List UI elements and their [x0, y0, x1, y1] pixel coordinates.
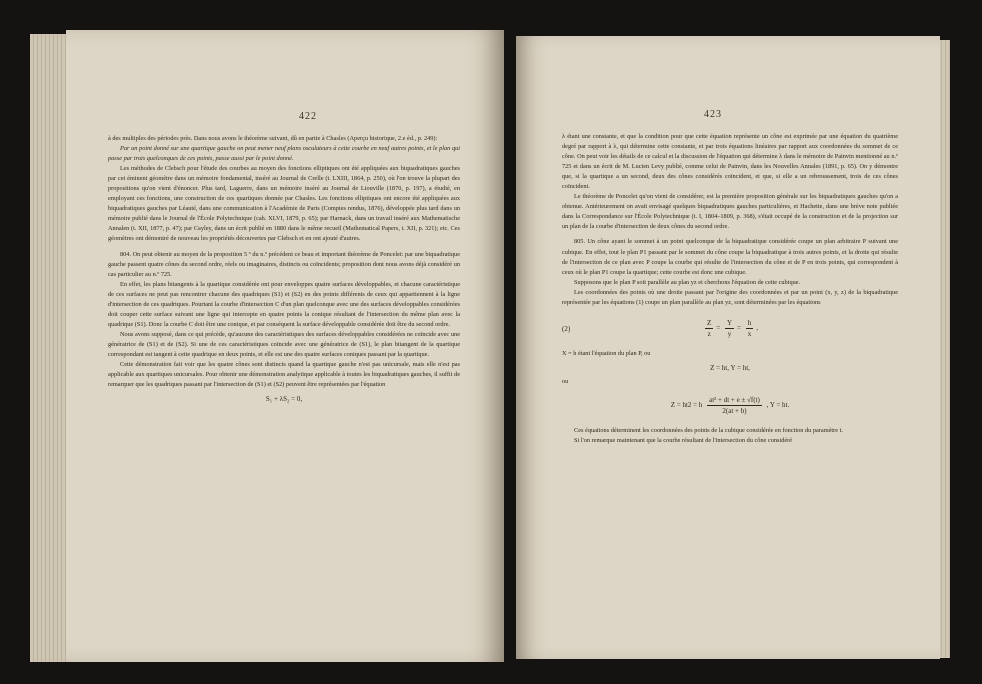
equation-2: (2) $\frac{Z}{z}$ = $\frac{Y}{y}$ = $\frac{h}{x}$ ,: [562, 318, 758, 338]
equation-4: Z = ht2 = h $\frac{\text{at² + dt + e ± √f(t)}}{2(at + b)}$ , Y = ht.: [670, 396, 790, 416]
equation-s1-s2: S₁ + λS₂ = 0,: [265, 395, 303, 404]
paragraph: Supposons que le plan P soit parallèle au plan yz et cherchons l'équation de cette cubique.: [574, 278, 801, 286]
paragraph: Ces équations déterminent les coordonnées des points de la cubique considérée en fonction du paramètre t.: [574, 427, 843, 435]
theorem-paragraph: Par un point donné sur une quartique gauche on peut mener neuf plans osculateurs à cette courbe en neuf autres points, et le plan qui passe par trois quelconques de ces points, passe aussi par le point donné.: [108, 145, 460, 163]
left-page: [66, 30, 504, 662]
left-text-block: [108, 134, 460, 408]
right-page: [516, 36, 940, 659]
fraction: $\frac{Z}{z}$: [707, 318, 712, 338]
paragraph: Le théorème de Poncelet qu'on vient de considérer, est la première proposition générale sur les biquadratiques gauches qu'on a obtenue. Antérieurement on avait envisagé quelques biquadratiques gauches particulières, et Hachette, dans une brève note publiée dans la Correspondance sur l'École Polytechnique (t. I, 1804–1809, p. 368), s'était occupé de la construction et de la projection sur un plan de la courbe d'intersection de deux cônes du second ordre.: [562, 193, 898, 231]
paragraph: Si l'on remarque maintenant que la courbe résultant de l'intersection du cône considéré: [574, 437, 793, 445]
equation-label: (2): [562, 324, 571, 333]
paragraph: λ étant une constante, et que la condition pour que cette équation représente un cône est exprimée par une équation du quatrième degré par rapport à λ, qui détermine cette constante, et par trois équations linéaires par rapport aux coordonnées du sommet de ce cône. On peut voir les détails de ce calcul et la discussion de l'équation qui détermine λ dans le mémoire de Painvin mentionné au n.º 725 et dans un écrit de M. Lucien Levy publié, comme celui de Painvin, dans les Nouvelles Annales (1891, p. 65). On y démontre que, si la quartique a un second, deux des cônes considérés coïncident, et que, si elle a un rebroussement, trois de ces cônes coïncident.: [562, 133, 898, 191]
page-edges-left: [30, 34, 70, 662]
paragraph: X = h étant l'équation du plan P, ou: [562, 349, 651, 357]
fraction: $\frac{\text{at² + dt + e ± √f(t)}}{2(at + b)}$: [709, 396, 760, 416]
right-text-block: [562, 132, 898, 446]
paragraph: à des multiples des périodes près. Dans nous avons le théorème suivant, dû en partie à Chasles (Aperçu historique, 2.e éd., p. 249):: [108, 135, 438, 142]
connector-word: ou: [562, 377, 569, 385]
page-number: 422: [299, 111, 317, 122]
paragraph: En effet, les plans bitangents à la quartique considérée ont pour enveloppes quatre surfaces développables, et chacune caractéristique de ces surfaces ne peut pas rencontrer chacune des quadriques (S1) et (S2) en des points différents de ceux qui appartiennent à la ligne d'intersection de ces quadriques. Pourtant la courbe d'intersection C d'un plan quelconque avec une des surfaces développables considérées doit couper cette surface suivant une ligne qui intercepte en quatre points la conique résultant de l'intersection du même plan avec la quadrique (S1). Donc la courbe C doit être une conique, et par conséquent la surface développable considérée doit être du second ordre.: [108, 280, 460, 328]
paragraph: Les coordonnées des points où une droite passant par l'origine des coordonnées et par un point (x, y, z) de la biquadratique représentée par les équations (1) coupe un plan parallèle au plan yz, sont déterminées par les équations: [562, 288, 898, 306]
equation-3: Z = ht, Y = ht,: [710, 363, 750, 372]
paragraph: Nous avons supposé, dans ce qui précède, qu'aucune des caractéristiques des surfaces développables considérées ne coïncide avec une génératrice de (S1) et de (S2). Si une de ces caractéristiques coïncide avec une génératrice de (S1), le plan bitangent de la quartique correspondant est tangent à cette quadrique en deux points, et elle est une des quatre surfaces coniques passant par la quartique.: [108, 330, 460, 358]
paragraph: Cette démonstration fait voir que les quatre cônes sont distincts quand la quartique gauche n'est pas unicursale, mais elle n'est pas applicable aux quartiques unicursales. Pour obtenir une démonstration analytique applicable à toutes les biquadratiques gauches, il suffit de remarquer que les quadriques passant par l'intersection de (S1) et (S2) peuvent être représentées par l'équation: [108, 361, 460, 389]
page-number: 423: [704, 109, 722, 120]
section-804-paragraph: 804. On peut obtenir au moyen de la proposition 5 º du n.º précédent ce beau et important théorème de Poncelet: par une biquadratique gauche passent quatre cônes du second ordre, réels ou imaginaires, distincts ou coïncidents; proposition dont nous avons déjà considéré un cas particulier au n.º 725.: [108, 250, 460, 278]
section-805-paragraph: 805. Un cône ayant le sommet à un point quelconque de la biquadratique considérée coupe un plan arbitraire P suivant une cubique. En effet, tout le plan P1 passant par le sommet du cône coupe la biquadratique à trois autres points, et la droite qui résulte de l'intersection de ce plan avec P coupe la courbe qui résulte de l'intersection du cône et de P en trois points, qui correspondent à ceux où le plan P1 coupe la quartique; cette courbe est donc une cubique.: [562, 238, 898, 276]
fraction: $\frac{Y}{y}$: [726, 318, 733, 338]
paragraph: Les méthodes de Clebsch pour l'étude des courbes au moyen des fonctions elliptiques ont été appliquées aux biquadratiques gauches par cet éminent géomètre dans un mémoire fondamental, inséré au Journal de Crelle (t. LXIII, 1864, p. 250), où l'on trouve la plupart des propositions qu'on vient d'énoncer. Plus tard, Laguerre, dans un mémoire inséré au Journal de Liouville (1870, p. 197), a étudié, en employant ces fonctions, une construction de ces quartiques donnée par Chasles. Les fonctions elliptiques ont encore été appliquées aux biquadratiques gauches par Léauté, dans une communication à l'Académie de Paris (Comptes rendus, 1876), développée plus tard dans un mémoire publié dans le Journal de l'École Polytechnique (cah. XLVI, 1879, p. 65); par Harnack, dans un travail inséré aux Mathematische Annalen (t. XII, 1877, p. 47); par Cayley, dans un écrit publié en 1880 dans le même recueil (Mathematical Papers, t. XII, p. 321); etc. Ces géomètres ont démontré de nouveau les propriétés découvertes par Clebsch et en ont ajouté d'autres.: [108, 165, 460, 243]
fraction: $\frac{h}{x}$: [747, 318, 752, 338]
